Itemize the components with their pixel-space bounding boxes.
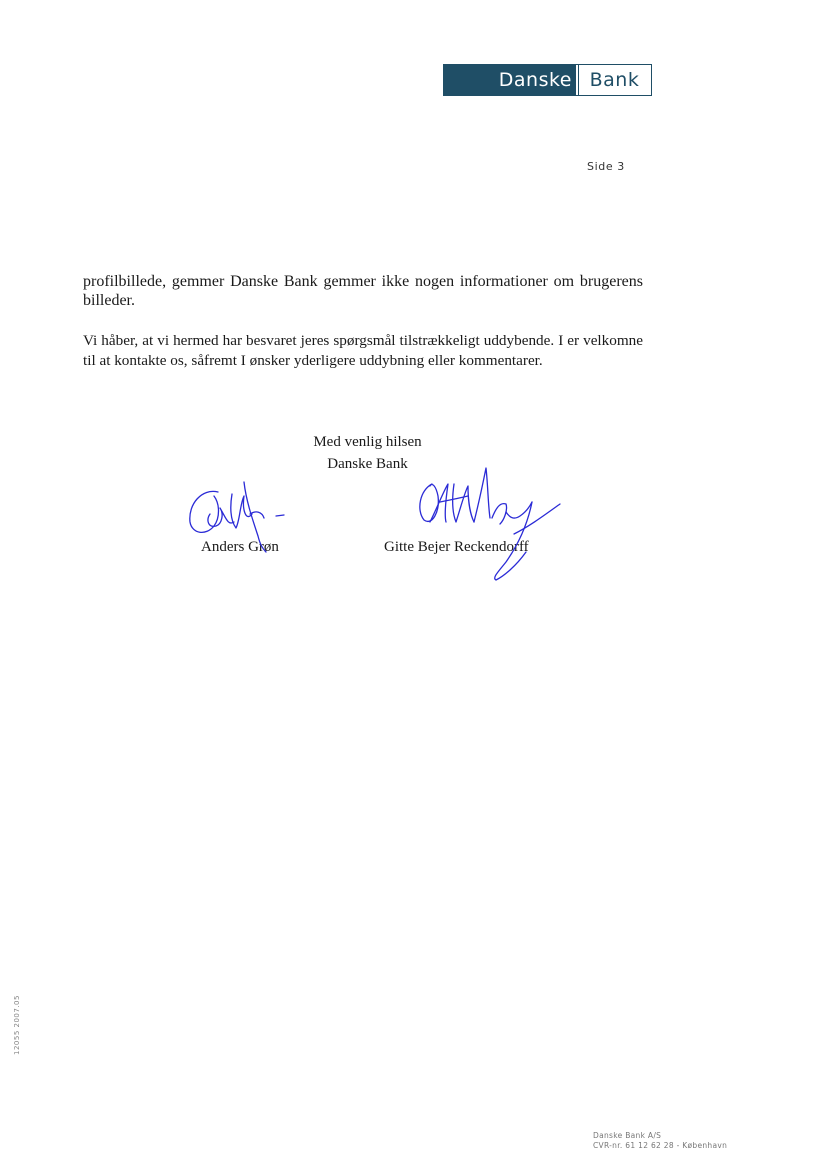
footer — [593, 1131, 727, 1151]
closing-company: Danske Bank — [327, 456, 408, 472]
margin-form-code: 12055 2007.05 — [13, 995, 21, 1055]
page-number: Side 3 — [587, 160, 625, 173]
signature-gitte-bejer-reckendorff — [410, 462, 565, 584]
body-paragraph-1: profilbillede, gemmer Danske Bank gemmer ikke nogen informationer om brugerens billeder. — [83, 273, 643, 309]
footer-registration: CVR-nr. 61 12 62 28 - København — [593, 1141, 728, 1150]
closing-greeting: Med venlig hilsen — [313, 434, 422, 450]
logo-left-text: Danske — [444, 65, 576, 95]
signer-name-2: Gitte Bejer Reckendorff — [384, 539, 529, 555]
danske-bank-logo — [443, 64, 652, 96]
footer-company: Danske Bank A/S — [593, 1131, 662, 1140]
signer-name-1: Anders Grøn — [201, 539, 279, 555]
body-paragraph-2: Vi håber, at vi hermed har besvaret jeres spørgsmål tilstrækkeligt uddybende. I er velkomne til at kontakte os, såfremt I ønsker yderligere uddybning eller kommentarer. — [83, 332, 643, 369]
logo-right-text: Bank — [576, 65, 651, 95]
